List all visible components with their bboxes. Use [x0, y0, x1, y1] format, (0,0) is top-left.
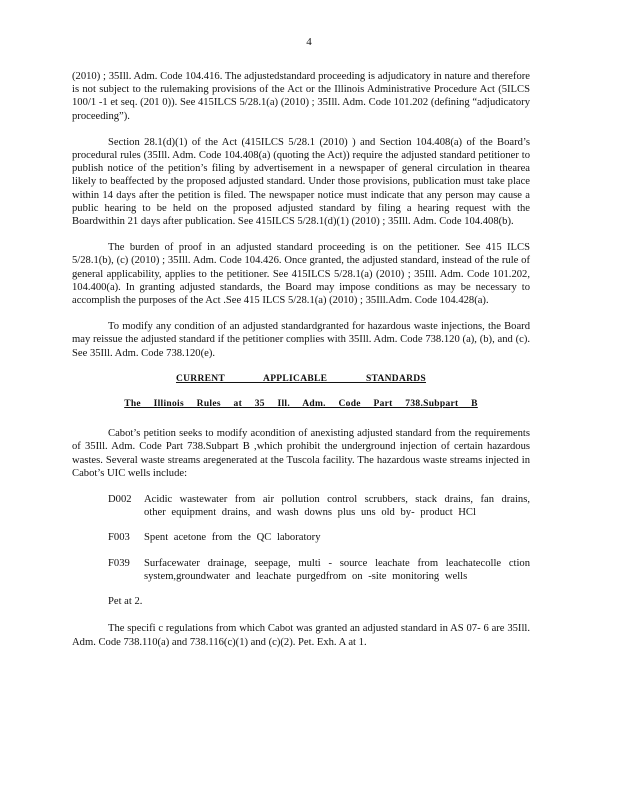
waste-code: F039	[108, 557, 130, 569]
waste-stream-item	[108, 493, 530, 519]
paragraph-modify-condition: To modify any condition of an adjusted standardgranted for hazardous waste injections, the Board may reissue the adjusted standard if the petitioner complies with 35Ill. Adm. Code 738.120 (a), (b), and (c). See 35Ill. Adm. Code 738.120(e).	[72, 321, 530, 359]
waste-description: Surfacewater drainage, seepage, multi - source leachate from leachatecolle ction system,groundwater and leachate purgedfrom on -site monitoring wells	[144, 557, 530, 582]
subsection-heading: The Illinois Rules at 35 Ill. Adm. Code Part 738.Subpart B	[124, 399, 478, 410]
paragraph-specific-regulations: The specifi c regulations from which Cabot was granted an adjusted standard in AS 07- 6 are 35Ill. Adm. Code 738.110(a) and 738.116(c)(1) and (c)(2). Pet. Exh. A at 1.	[72, 623, 530, 648]
document-body	[72, 70, 530, 662]
waste-stream-item	[108, 531, 530, 544]
petition-citation: Pet at 2.	[108, 596, 143, 608]
page-number: 4	[306, 36, 312, 48]
paragraph-adjudicatory: (2010) ; 35Ill. Adm. Code 104.416. The adjustedstandard proceeding is adjudicatory in nature and therefore is not subject to the rulemaking provisions of the Act or the Illinois Administrative Procedure Act (5ILCS 100/1 -1 et seq. (201 0)). See 415ILCS 5/28.1(a) (2010) ; 35Ill. Adm. Code 101.202 (defining “adjudicatory proceeding”).	[72, 71, 530, 122]
paragraph-notice: Section 28.1(d)(1) of the Act (415ILCS 5/28.1 (2010) ) and Section 104.408(a) of the Board’s procedural rules (35Ill. Adm. Code 104.408(a) (quoting the Act)) require the adjusted standard petitioner to publish notice of the petition’s filing by advertisement in a newspaper of general circulation in thearea likely to beaffected by the proposed adjusted standard. Under those provisions, publication must take place within 14 days after the petition is filed. The newspaper notice must indicate that any person may cause a public hearing to be held on the proposed adjusted standard by filing a hearing request with the Boardwithin 21 days after publication. See 415ILCS 5/28.1(d)(1) (2010) ; 35Ill. Adm. Code 104.408(b).	[72, 136, 530, 228]
waste-code: D002	[108, 494, 132, 506]
paragraph-petition-intro: Cabot’s petition seeks to modify acondition of anexisting adjusted standard from the requirements of 35Ill. Adm. Code Part 738.Subpart B ,which prohibit the underground injection of certain hazardous wastes. Several waste streams aregenerated at the Tuscola facility. The hazardous waste streams injected in Cabot’s UIC wells include:	[72, 428, 530, 479]
section-heading: CURRENT APPLICABLE STANDARDS	[175, 373, 427, 384]
waste-stream-item	[108, 557, 530, 583]
paragraph-burden-of-proof: The burden of proof in an adjusted standard proceeding is on the petitioner. See 415 ILCS 5/28.1(b), (c) (2010) ; 35Ill. Adm. Code 104.426. Once granted, the adjusted standard, instead of the rule of general applicability, applies to the petitioner. See 415ILCS 5/28.1(a) (2010) ; 35Ill. Adm. Code 101.202, 104.400(a). In granting adjusted standards, the Board may impose conditions as may be necessary to accomplish the purposes of the Act .See 415 ILCS 5/28.1(a) (2010) ; 35Ill.Adm. Code 104.428(a).	[72, 242, 530, 307]
waste-stream-list	[108, 493, 530, 583]
waste-description: Spent acetone from the QC laboratory	[144, 532, 321, 544]
waste-description: Acidic wastewater from air pollution control scrubbers, stack drains, fan drains, other equipment drains, and wash downs plus uns old by- product HCl	[144, 494, 530, 519]
waste-code: F003	[108, 532, 130, 544]
